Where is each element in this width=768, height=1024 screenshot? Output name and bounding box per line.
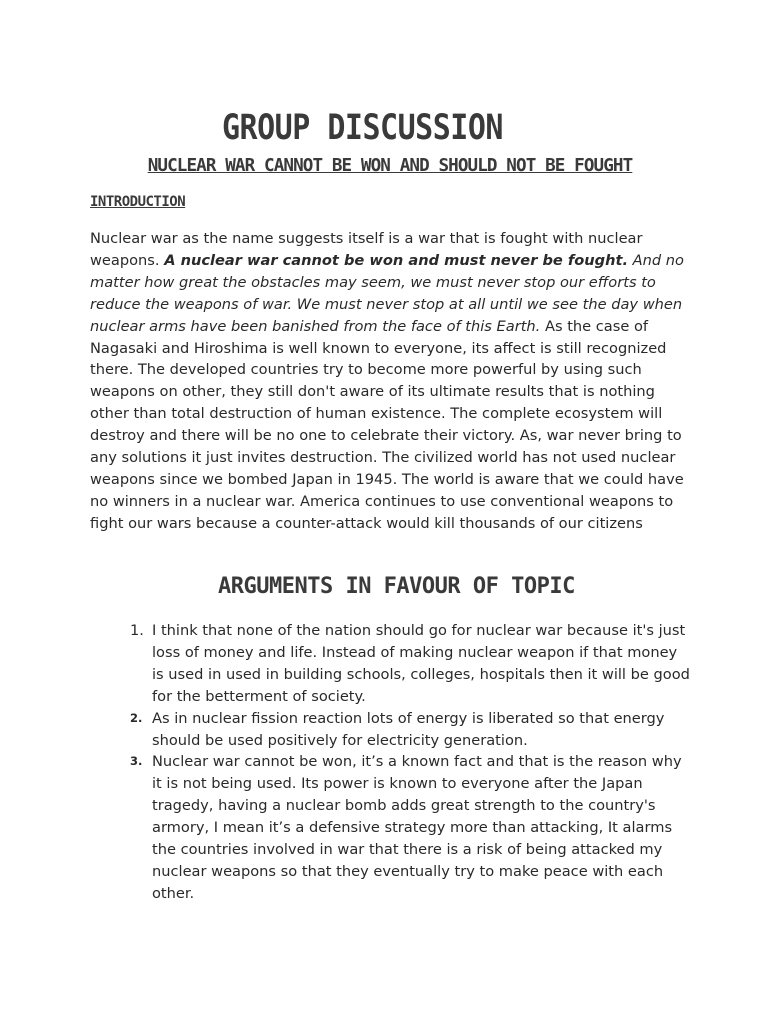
introduction-heading: INTRODUCTION [90, 194, 186, 210]
list-item-text: Nuclear war cannot be won, it’s a known fact and that is the reason why it is not being used. Its power is known to everyone after the Japan tragedy, having a nuclear bomb adds great strength to the country's armory, I mean it’s a defensive strategy more than attacking, It alarms the countries involved in war that there is a risk of being attacked my nuclear weapons so that they eventually try to make peace with each other. [152, 753, 682, 902]
list-item [90, 620, 690, 708]
intro-text-1: Nuclear war as the name suggests itself is a war that is fought with nuclear weapons. [90, 230, 643, 269]
page-subtitle: NUCLEAR WAR CANNOT BE WON AND SHOULD NOT BE FOUGHT [147, 156, 633, 176]
page-title: GROUP DISCUSSION [222, 108, 503, 149]
introduction-paragraph [90, 228, 690, 535]
list-item-number: 1. [130, 622, 144, 639]
intro-emphasis: A nuclear war cannot be won and must never be fought. [164, 251, 629, 269]
list-item [90, 751, 690, 904]
intro-italic: And no matter how great the obstacles may seem, we must never stop our efforts to reduce the weapons of war. We must never stop at all until we see the day when nuclear arms have been banished from the face of this Earth. [90, 251, 684, 335]
list-item-text: As in nuclear fission reaction lots of energy is liberated so that energy should be used positively for electricity generation. [152, 709, 665, 749]
arguments-heading: ARGUMENTS IN FAVOUR OF TOPIC [218, 574, 575, 599]
list-item-number: 3. [130, 754, 143, 769]
list-item [90, 708, 690, 752]
list-item-text: I think that none of the nation should go for nuclear war because it's just loss of money and life. Instead of making nuclear weapon if that money is used in used in building schools, colleges, hospitals then it will be good for the betterment of society. [152, 622, 690, 705]
arguments-list [90, 620, 690, 905]
list-item-number: 2. [130, 710, 143, 725]
intro-text-2: As the case of Nagasaki and Hiroshima is well known to everyone, its affect is still recognized there. The developed countries try to become more powerful by using such weapons on other, they still don't aware of its ultimate results that is nothing other than total destruction of human existence. The complete ecosystem will destroy and there will be no one to celebrate their victory. As, war never bring to any solutions it just invites destruction. The civilized world has not used nuclear weapons since we bombed Japan in 1945. The world is aware that we could have no winners in a nuclear war. America continues to use conventional weapons to fight our wars because a counter-attack would kill thousands of our citizens [90, 317, 684, 532]
